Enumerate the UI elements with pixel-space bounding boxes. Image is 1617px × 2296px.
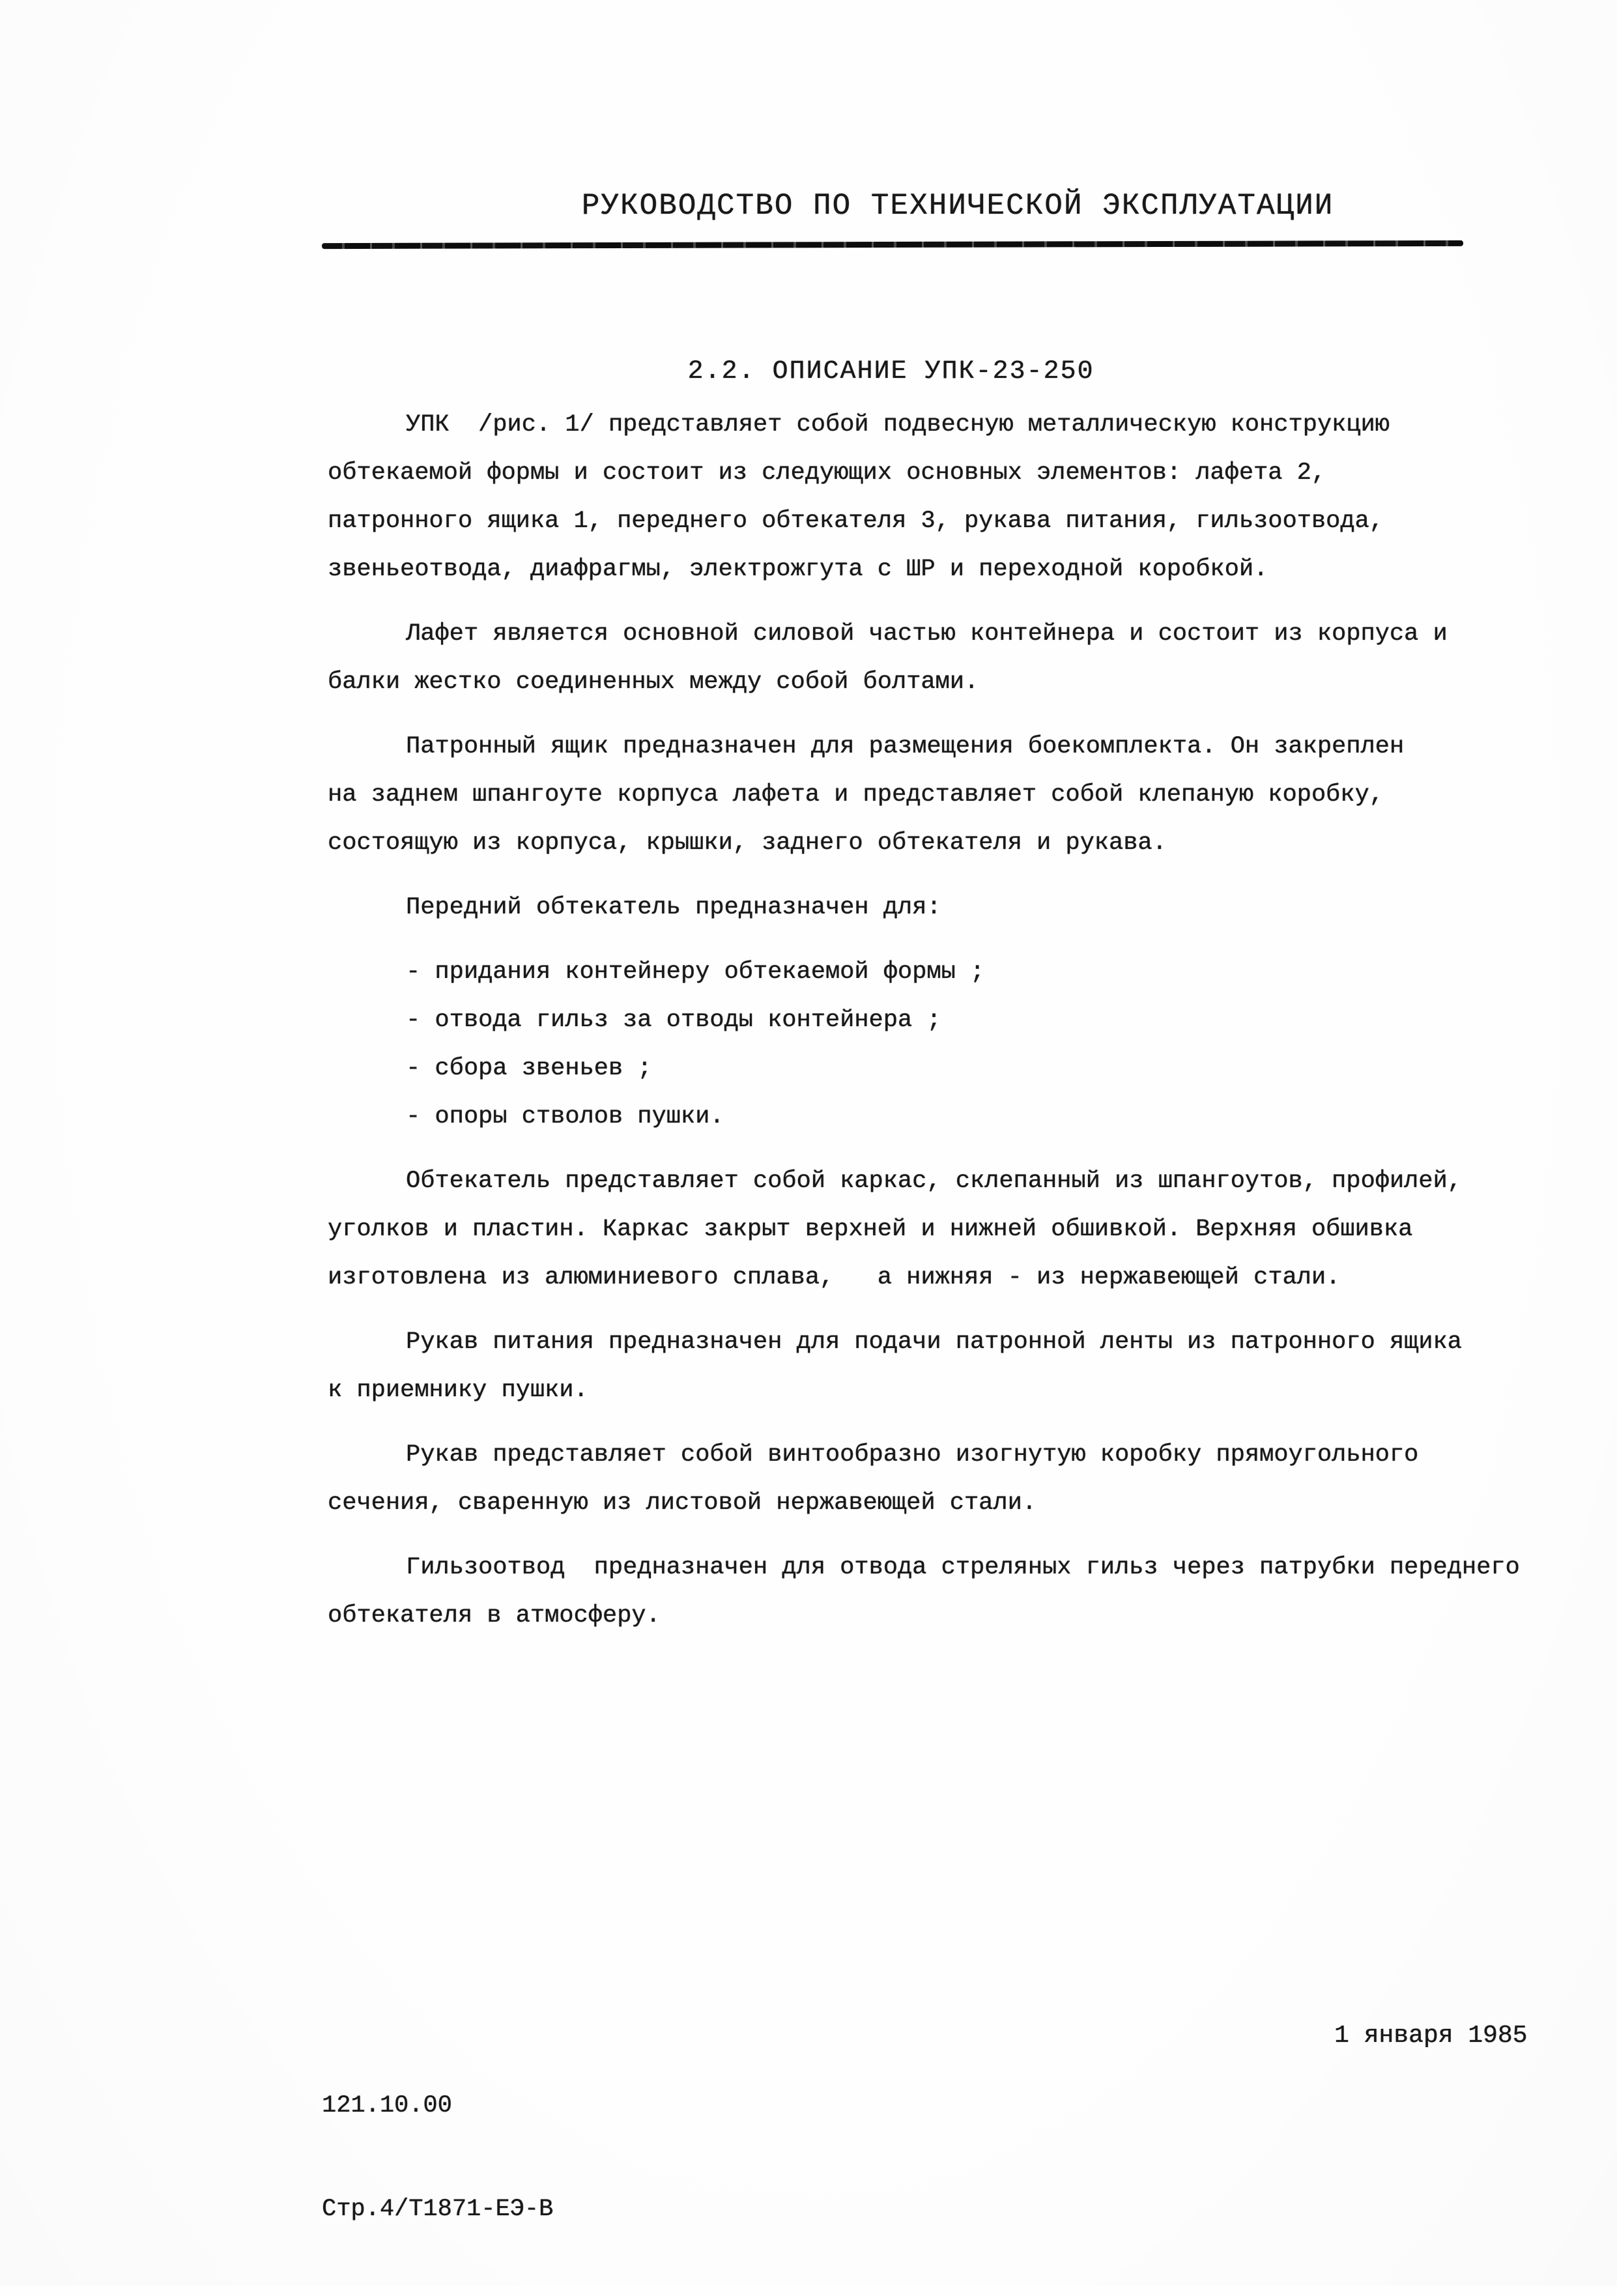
paragraph-lafet bbox=[328, 610, 1487, 706]
list-item: - опоры стволов пушки. bbox=[406, 1103, 724, 1130]
footer-date: 1 января 1985 bbox=[1334, 2022, 1528, 2050]
paragraph-patronny-yashchik bbox=[328, 723, 1487, 867]
paragraph-line: УПК /рис. 1/ представляет собой подвесную металлическую конструкцию bbox=[406, 411, 1390, 438]
header-divider-rule bbox=[322, 240, 1463, 249]
paragraph-line: Передний обтекатель предназначен для: bbox=[406, 894, 941, 921]
list-item: - отвода гильз за отводы контейнера ; bbox=[406, 1007, 941, 1034]
paragraph-line: изготовлена из алюминиевого сплава, а нижняя - из нержавеющей стали. bbox=[328, 1264, 1341, 1291]
footer-doc-number: 121.10.00 bbox=[322, 2092, 452, 2119]
paragraph-sleeve-shape bbox=[328, 1431, 1487, 1527]
paragraph-feed-sleeve bbox=[328, 1318, 1487, 1414]
footer-left-block bbox=[322, 2020, 553, 2296]
paragraph-line: балки жестко соединенных между собой болтами. bbox=[328, 668, 979, 696]
paragraph-line: сечения, сваренную из листовой нержавеющей стали. bbox=[328, 1489, 1037, 1517]
paragraph-line: обтекателя в атмосферу. bbox=[328, 1602, 661, 1629]
paragraph-line: на заднем шпангоуте корпуса лафета и представляет собой клепаную коробку, bbox=[328, 781, 1384, 809]
footer-page-ref: Стр.4/Т1871-ЕЭ-В bbox=[322, 2196, 554, 2223]
paragraph-gilzootvod bbox=[328, 1543, 1520, 1640]
paragraph-line: Лафет является основной силовой частью контейнера и состоит из корпуса и bbox=[406, 620, 1448, 648]
list-item: - сбора звеньев ; bbox=[406, 1055, 652, 1082]
paragraph-line: Гильзоотвод предназначен для отвода стреляных гильз через патрубки переднего bbox=[406, 1554, 1520, 1581]
paragraph-line: уголков и пластин. Каркас закрыт верхней и нижней обшивкой. Верхняя обшивка bbox=[328, 1216, 1413, 1243]
paragraph-upk-overview bbox=[328, 401, 1487, 594]
paragraph-fairing-frame bbox=[328, 1157, 1487, 1302]
paragraph-line: патронного ящика 1, переднего обтекателя 3, рукава питания, гильзоотвода, bbox=[328, 508, 1384, 535]
paragraph-line: к приемнику пушки. bbox=[328, 1377, 588, 1404]
paragraph-line: Рукав представляет собой винтообразно изогнутую коробку прямоугольного bbox=[406, 1441, 1419, 1469]
purpose-list bbox=[328, 948, 1487, 1141]
page-header-title: РУКОВОДСТВО ПО ТЕХНИЧЕСКОЙ ЭКСПЛУАТАЦИИ bbox=[581, 189, 1334, 223]
section-title: 2.2. ОПИСАНИЕ УПК-23-250 bbox=[687, 357, 1095, 386]
paragraph-line: Рукав питания предназначен для подачи патронной ленты из патронного ящика bbox=[406, 1328, 1462, 1356]
list-item: - придания контейнеру обтекаемой формы ; bbox=[406, 958, 985, 986]
paragraph-line: состоящую из корпуса, крышки, заднего обтекателя и рукава. bbox=[328, 829, 1167, 857]
paragraph-front-fairing-intro bbox=[328, 883, 1487, 932]
paragraph-line: Обтекатель представляет собой каркас, склепанный из шпангоутов, профилей, bbox=[406, 1168, 1462, 1195]
paragraph-line: Патронный ящик предназначен для размещения боекомплекта. Он закреплен bbox=[406, 733, 1405, 760]
document-body bbox=[328, 401, 1520, 1656]
paragraph-line: обтекаемой формы и состоит из следующих основных элементов: лафета 2, bbox=[328, 459, 1326, 487]
paragraph-line: звеньеотвода, диафрагмы, электрожгута с ШР и переходной коробкой. bbox=[328, 556, 1268, 583]
